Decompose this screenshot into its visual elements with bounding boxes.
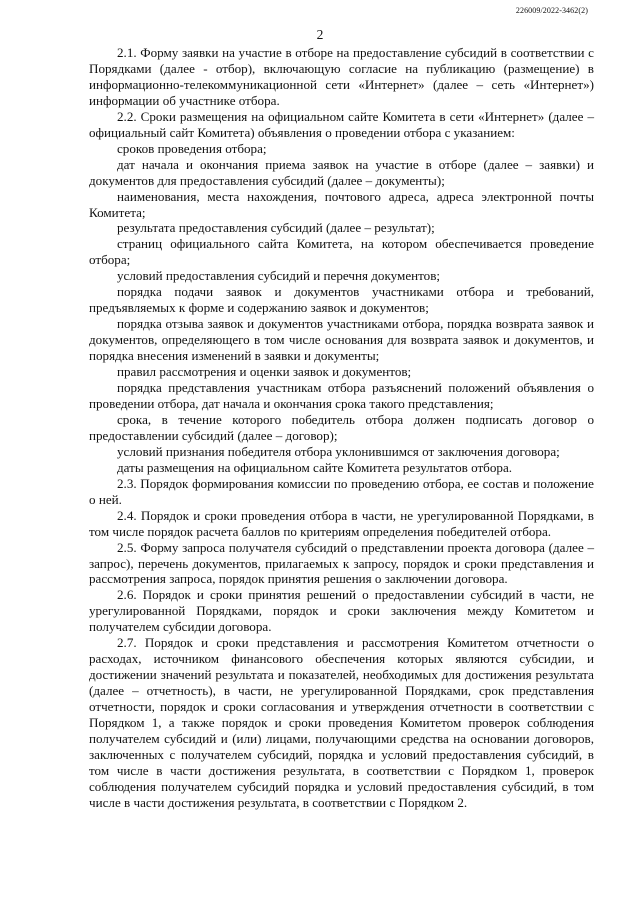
list-item-selection-period: сроков проведения отбора; <box>117 140 267 156</box>
list-item-evasion-conditions: условий признания победителя отбора уклонившимся от заключения договора; <box>117 443 560 459</box>
paragraph-2-6: 2.6. Порядок и сроки принятия решений о предоставлении субсидий в части, не урегулированной Порядками, порядок и сроки заключения между Комитетом и получателем субсидии договора. <box>89 587 594 635</box>
list-item-evaluation-rules: правил рассмотрения и оценки заявок и документов; <box>117 364 412 380</box>
paragraph-2-3: 2.3. Порядок формирования комиссии по проведению отбора, ее состав и положение о ней. <box>89 475 594 507</box>
paragraph-2-5: 2.5. Форму запроса получателя субсидий о представлении проекта договора (далее – запрос), перечень документов, прилагаемых к запросу, порядок и сроки представления и рассмотрения запроса, порядок принятия решения о заключении договора. <box>89 539 594 587</box>
page-number: 2 <box>316 27 324 42</box>
list-item-committee-address: наименования, места нахождения, почтового адреса, адреса электронной почты Комитета; <box>89 188 594 220</box>
paragraph-2-2: 2.2. Сроки размещения на официальном сайте Комитета в сети «Интернет» (далее – официальный сайт Комитета) объявления о проведении отбора с указанием: <box>89 108 594 140</box>
document-registration-number: 226009/2022-3462(2) <box>515 6 588 15</box>
list-item-clarification-procedure: порядка представления участникам отбора разъяснений положений объявления о проведении отбора, дат начала и окончания срока такого представления; <box>89 380 594 411</box>
list-item-results-publication-date: даты размещения на официальном сайте Комитета результатов отбора. <box>117 459 513 475</box>
paragraph-2-4: 2.4. Порядок и сроки проведения отбора в части, не урегулированной Порядками, в том числе порядок расчета баллов по критериям определения победителей отбора. <box>89 507 594 539</box>
list-item-application-dates: дат начала и окончания приема заявок на участие в отборе (далее – заявки) и документов для предоставления субсидий (далее – документы); <box>89 156 594 188</box>
paragraph-2-1: 2.1. Форму заявки на участие в отборе на предоставление субсидий в соответствии с Порядками (далее - отбор), включающую согласие на публикацию (размещение) в информационно-телекоммуникационной сети «Интернет» (далее – сеть «Интернет») информации об участнике отбора. <box>89 45 594 108</box>
document-body <box>89 45 594 811</box>
list-item-subsidy-conditions: условий предоставления субсидий и перечня документов; <box>117 268 441 284</box>
list-item-subsidy-result: результата предоставления субсидий (далее – результат); <box>117 220 435 236</box>
list-item-contract-signing-period: срока, в течение которого победитель отбора должен подписать договор о предоставлении субсидий (далее – договор); <box>89 411 594 443</box>
list-item-withdrawal-procedure: порядка отзыва заявок и документов участниками отбора, порядка возврата заявок и документов, определяющего в том числе основания для возврата заявок и документов, и порядка внесения изменений в заявки и документы; <box>89 316 594 364</box>
list-item-submission-procedure: порядка подачи заявок и документов участниками отбора и требований, предъявляемых к форме и содержанию заявок и документов; <box>89 284 594 316</box>
paragraph-2-7: 2.7. Порядок и сроки представления и рассмотрения Комитетом отчетности о расходах, источником финансового обеспечения которых являются субсидии, и достижении значений результата и показателей, необходимых для достижения результата (далее – отчетность), в части, не урегулированной Порядками, срок представления отчетности, порядок и сроки согласования и утверждения отчетности в соответствии с Порядком 1, а также порядок и сроки проведения Комитетом проверок соблюдения получателем субсидий и (или) лицами, получающими средства на основании договоров, заключенных с получателем субсидий, порядка и условий предоставления субсидий, в том числе в части достижения результата, в соответствии с Порядком 1, проверок соблюдения получателем субсидий порядка и условий предоставления субсидий, в том числе в части достижения результата, в соответствии с Порядком 2. <box>89 635 594 810</box>
list-item-website-pages: страниц официального сайта Комитета, на котором обеспечивается проведение отбора; <box>89 236 594 268</box>
